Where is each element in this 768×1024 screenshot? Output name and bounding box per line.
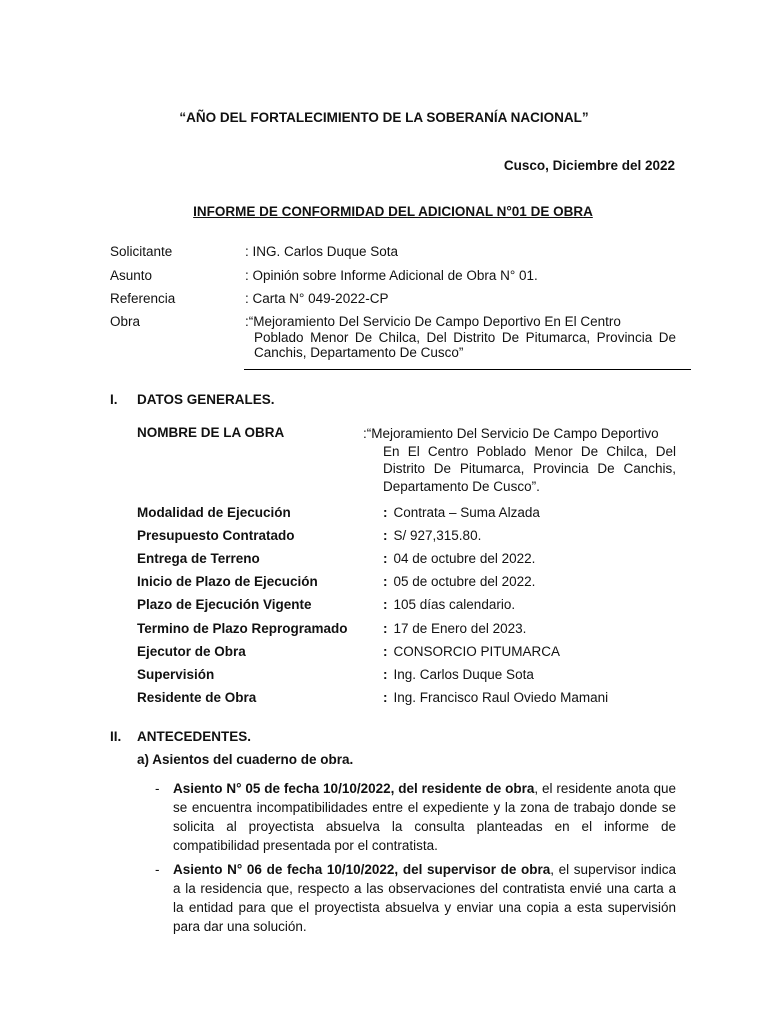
year-motto: “AÑO DEL FORTALECIMIENTO DE LA SOBERANÍA NACIONAL” (179, 110, 589, 125)
asiento-05-heading: Asiento N° 05 de fecha 10/10/2022, del residente de obra (173, 781, 535, 796)
general-data-text: CONSORCIO PITUMARCA (393, 643, 561, 659)
general-data-label: Inicio de Plazo de Ejecución (137, 574, 318, 590)
obra-value-first: :“Mejoramiento Del Servicio De Campo Deportivo En El Centro (245, 314, 621, 329)
general-data-value (383, 574, 535, 589)
general-data-label: Modalidad de Ejecución (137, 505, 291, 520)
section-2-subtitle: a) Asientos del cuaderno de obra. (137, 752, 354, 767)
general-data-colon: : (383, 689, 388, 705)
asiento-06-text: , el supervisor indica a la residencia que, respecto a las observaciones del contratista envié una carta a la entidad para que el proyectista absuelva y enviar una copia a esta supervisión para dar una solución. (173, 862, 676, 934)
referencia-value: : Carta N° 049-2022-CP (245, 291, 389, 306)
general-data-colon: : (383, 551, 388, 567)
obra-name-first: :“Mejoramiento Del Servicio De Campo Deportivo (363, 426, 659, 441)
general-data-label: Presupuesto Contratado (137, 528, 295, 544)
general-data-colon: : (383, 620, 388, 636)
solicitante-label: Solicitante (110, 244, 173, 259)
separator-line (244, 369, 691, 370)
obra-label: Obra (110, 314, 141, 329)
solicitante-value: : ING. Carlos Duque Sota (245, 244, 399, 259)
general-data-colon: : (383, 574, 388, 590)
general-data-label: Entrega de Terreno (137, 551, 260, 567)
asiento-06-heading: Asiento N° 06 de fecha 10/10/2022, del supervisor de obra (173, 862, 551, 877)
bullet-1: - (155, 781, 160, 796)
general-data-text: Contrata – Suma Alzada (393, 505, 540, 520)
asunto-value: : Opinión sobre Informe Adicional de Obra N° 01. (245, 268, 538, 283)
report-title: INFORME DE CONFORMIDAD DEL ADICIONAL N°01 DE OBRA (193, 204, 593, 219)
section-1-number: I. (110, 392, 118, 407)
general-data-colon: : (383, 528, 388, 544)
general-data-label: Termino de Plazo Reprogramado (137, 620, 348, 636)
general-data-value (383, 644, 560, 659)
general-data-colon: : (383, 597, 388, 613)
general-data-label: Ejecutor de Obra (137, 643, 246, 659)
bullet-2: - (155, 862, 160, 877)
general-data-value (383, 621, 526, 636)
general-data-label: Plazo de Ejecución Vigente (137, 597, 312, 613)
general-data-text: 04 de octubre del 2022. (393, 551, 536, 567)
obra-name-value (363, 425, 676, 495)
general-data-value (383, 528, 481, 543)
general-data-text: Ing. Carlos Duque Sota (393, 666, 534, 682)
referencia-label: Referencia (110, 291, 176, 306)
obra-value-rest: Poblado Menor De Chilca, Del Distrito De Pitumarca, Provincia De Canchis, Departamento De Cusco” (254, 329, 676, 360)
obra-name-rest: En El Centro Poblado Menor De Chilca, Del Distrito De Pitumarca, Provincia De Canchis, Departamento De Cusco”. (383, 443, 676, 494)
general-data-value (383, 505, 540, 520)
obra-name-label: NOMBRE DE LA OBRA (137, 425, 285, 440)
asiento-05-paragraph (173, 779, 676, 855)
obra-value (245, 314, 676, 361)
general-data-value (383, 597, 515, 612)
general-data-label: Residente de Obra (137, 689, 257, 705)
general-data-value (383, 551, 535, 566)
section-2-title: ANTECEDENTES. (137, 729, 252, 744)
general-data-value (383, 690, 608, 705)
general-data-colon: : (383, 643, 388, 659)
section-1-title: DATOS GENERALES. (137, 392, 275, 407)
general-data-value (383, 667, 534, 682)
section-2-number: II. (110, 729, 122, 744)
asiento-05-text: , el residente anota que se encuentra incompatibilidades entre el expediente y la zona de trabajo donde se solicita al proyectista absuelva la consulta planteadas en el informe de compatibilidad presentada por el contratista. (173, 781, 676, 853)
general-data-colon: : (383, 666, 388, 682)
general-data-text: 05 de octubre del 2022. (393, 574, 536, 590)
general-data-text: Ing. Francisco Raul Oviedo Mamani (393, 689, 609, 705)
general-data-text: S/ 927,315.80. (393, 528, 482, 544)
general-data-label: Supervisión (137, 666, 215, 682)
asiento-06-paragraph (173, 860, 676, 936)
general-data-colon: : (383, 505, 388, 520)
general-data-text: 17 de Enero del 2023. (393, 620, 527, 636)
place-date: Cusco, Diciembre del 2022 (503, 158, 675, 173)
general-data-text: 105 días calendario. (393, 597, 516, 613)
asunto-label: Asunto (110, 268, 153, 283)
